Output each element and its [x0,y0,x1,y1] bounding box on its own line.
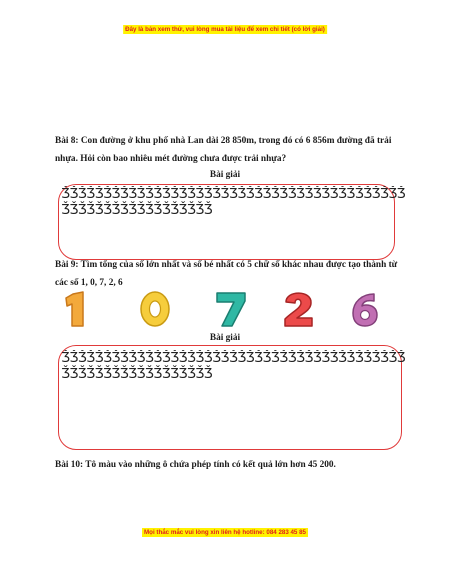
exercise-9-answer-lines: ǮǮǮǮǮǮǮǮǮǮǮǮǮǮǮǮǮǮǮǮǮǮǮǮǮǮǮǮǮǮǮǮǮǮǮǮǮǮǮǮǮǮǮǮǮǮǮǮǮǮǮǮǮǮǮǮǮǮǮ [61,350,406,382]
digit-6-icon [344,288,386,330]
exercise-9-solution-heading: Bài giải [209,333,241,343]
exercise-8-answer-lines: ǮǮǮǮǮǮǮǮǮǮǮǮǮǮǮǮǮǮǮǮǮǮǮǮǮǮǮǮǮǮǮǮǮǮǮǮǮǮǮǮǮǮǮǮǮǮǮǮǮǮǮǮǮǮǮǮǮǮǮ [61,186,406,218]
exercise-8-text: Bài 8: Con đường ở khu phố nhà Lan dài 28 850m, trong đó có 6 856m đường đã trải nhựa. Hỏi còn bao nhiêu mét đường chưa được trải nhựa? [55,136,392,164]
exercise-9-text: Bài 9: Tìm tổng của số lớn nhất và số bé nhất có 5 chữ số khác nhau được tạo thành từ các số 1, 0, 7, 2, 6 [55,260,398,288]
digit-0-icon [134,288,176,330]
preview-notice-banner: Đây là bản xem thử, vui lòng mua tài liệu để xem chi tiết (có lời giải) [125,26,325,33]
exercise-10-text: Bài 10: Tô màu vào những ô chứa phép tính có kết quả lớn hơn 45 200. [55,460,336,470]
hotline-banner: Mọi thắc mắc vui lòng xin liên hệ hotline: 084 283 45 85 [144,529,306,536]
digit-2-icon [278,288,320,330]
digit-1-icon [56,288,98,330]
digit-7-icon [210,288,252,330]
exercise-8-solution-heading: Bài giải [209,170,241,180]
